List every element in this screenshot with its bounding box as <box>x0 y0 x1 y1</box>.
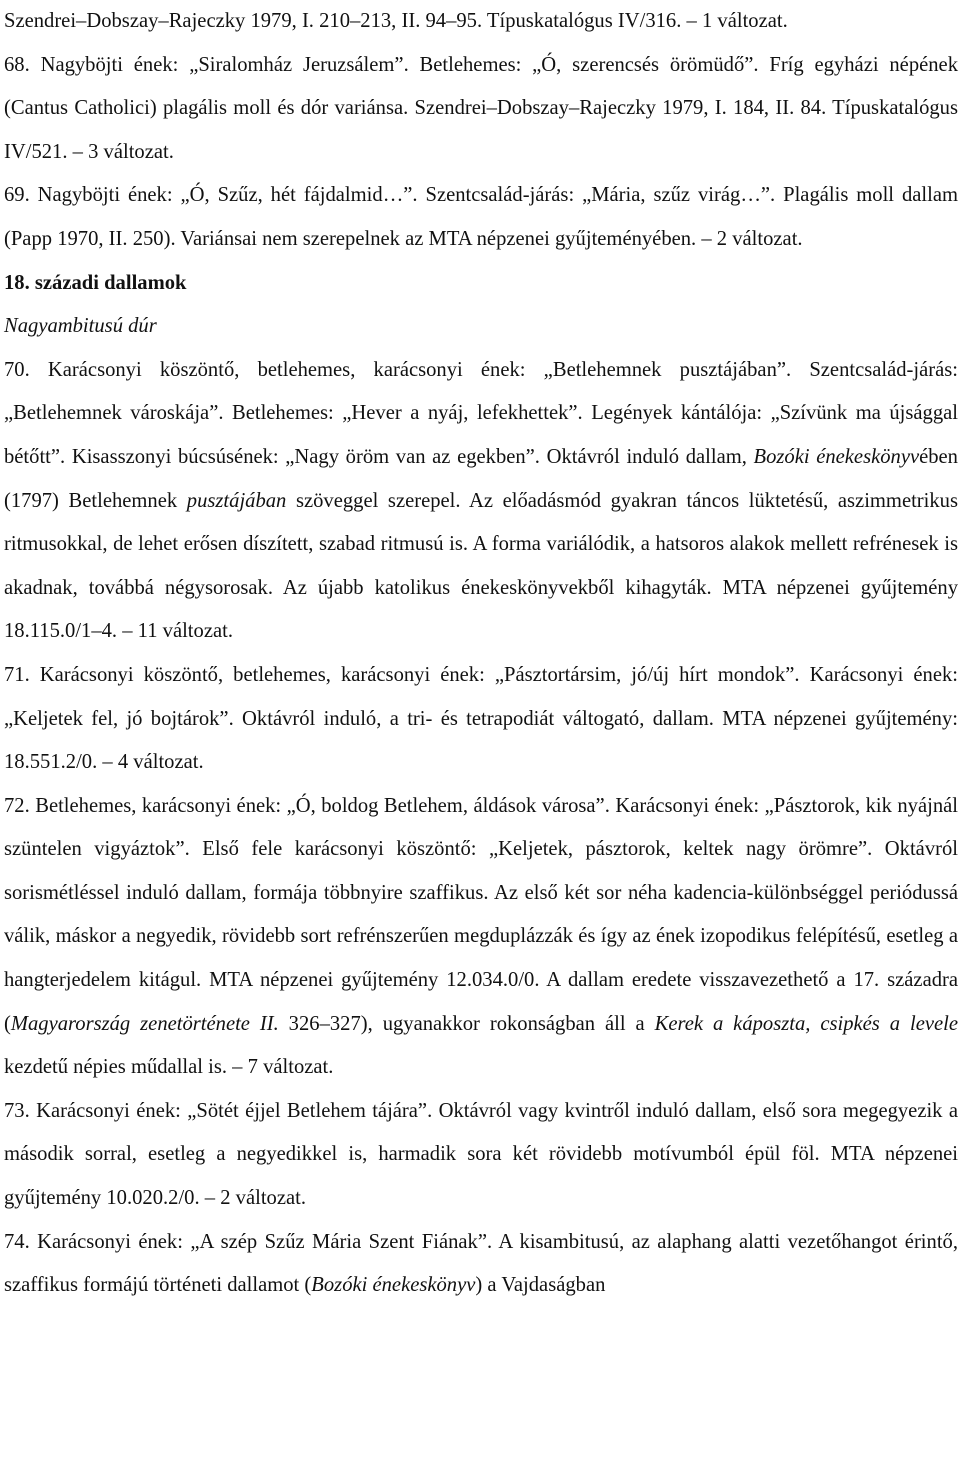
paragraph <box>4 785 958 1090</box>
italic-text-run: Bozóki énekeskönyv <box>311 1274 476 1297</box>
text-run: 68. Nagyböjti ének: „Siralomház Jeruzsálem”. Betlehemes: „Ó, szerencsés örömüdő”. Fríg egyházi népének (Cantus Catholici) plagális moll és dór variánsa. Szendrei–Dobszay–Rajeczky 1979, I. 184, II. 84. Típuskatalógus IV/521. – 3 változat. <box>4 53 958 163</box>
italic-text-run: pusztájában <box>186 489 287 512</box>
text-run: 72. Betlehemes, karácsonyi ének: „Ó, boldog Betlehem, áldások városa”. Karácsonyi ének: „Pásztorok, kik nyájnál szüntelen vigyáztok”. Első fele karácsonyi köszöntő: „Keljetek, pásztorok, keltek nagy örömre”. Oktávról sorismétléssel induló dallam, formája többnyire szaffikus. Az első két sor néha kadencia-különbséggel periódussá válik, máskor a negyedik, rövidebb sort refrénszerűen megduplázzák és így az ének izopodikus felépítésű, esetleg a hangterjedelem kitágul. MTA népzenei gyűjtemény 12.034.0/0. A dallam eredete visszavezethető a 17. századra ( <box>4 794 958 1035</box>
text-run: szöveggel szerepel. Az előadásmód gyakran táncos lüktetésű, aszimmetrikus ritmusokkal, de lehet erősen díszített, szabad ritmusú is. A forma variálódik, a hatsoros alakok mellett refrénesek is akadnak, továbbá négysorosak. Az újabb katolikus énekeskönyvekből kihagyták. MTA népzenei gyűjtemény 18.115.0/1–4. – 11 változat. <box>4 489 958 643</box>
section-heading <box>4 262 958 306</box>
text-run: 69. Nagyböjti ének: „Ó, Szűz, hét fájdalmid…”. Szentcsalád-járás: „Mária, szűz virág…”. Plagális moll dallam (Papp 1970, II. 250). Variánsai nem szerepelnek az MTA népzenei gyűjteményében. – 2 változat. <box>4 184 958 250</box>
text-run: 71. Karácsonyi köszöntő, betlehemes, karácsonyi ének: „Pásztortársim, jó/új hírt mondok”. Karácsonyi ének: „Keljetek fel, jó bojtárok”. Oktávról induló, a tri- és tetrapodiát váltogató, dallam. MTA népzenei gyűjtemény: 18.551.2/0. – 4 változat. <box>4 663 958 774</box>
text-run: 70. Karácsonyi köszöntő, betlehemes, karácsonyi ének: „Betlehemnek pusztájában”. Szentcsalád-járás: „Betlehemnek városkája”. Betlehemes: „Hever a nyáj, lefekhettek”. Legények kántálója: „Szívünk ma újsággal bétőtt”. Kisasszonyi búcsúsének: „Nagy öröm van az egekben”. Oktávról induló dallam, <box>4 358 958 468</box>
paragraph <box>4 1221 958 1308</box>
text-run: ében (1797) Betlehemnek <box>4 445 958 512</box>
text-run: 73. Karácsonyi ének: „Sötét éjjel Betlehem tájára”. Oktávról vagy kvintről induló dallam, első sora megegyezik a második sorral, esetleg a negyedikkel is, harmadik sora két rövidebb motívumból épül föl. MTA népzenei gyűjtemény 10.020.2/0. – 2 változat. <box>4 1099 958 1210</box>
text-run: 326–327), ugyanakkor rokonságban áll a <box>278 1012 655 1035</box>
paragraph <box>4 44 958 175</box>
paragraph <box>4 174 958 261</box>
italic-text-run: Kerek a káposzta, csipkés a levele <box>654 1012 958 1035</box>
paragraph <box>4 0 958 44</box>
paragraph <box>4 1090 958 1221</box>
section-subheading <box>4 305 958 349</box>
text-run: 18. századi dallamok <box>4 271 187 294</box>
text-run: Szendrei–Dobszay–Rajeczky 1979, I. 210–213, II. 94–95. Típuskatalógus IV/316. – 1 változat. <box>4 10 788 32</box>
text-run: kezdetű népies műdallal is. – 7 változat. <box>4 1056 334 1079</box>
paragraph <box>4 349 958 654</box>
italic-text-run: Bozóki énekeskönyv <box>753 445 920 468</box>
text-run: Nagyambitusú dúr <box>4 315 157 338</box>
italic-text-run: Magyarország zenetörténete II. <box>10 1012 279 1035</box>
text-run: 74. Karácsonyi ének: „A szép Szűz Mária Szent Fiának”. A kisambitusú, az alaphang alatti vezetőhangot érintő, szaffikus formájú történeti dallamot ( <box>4 1230 958 1297</box>
paragraph <box>4 654 958 785</box>
text-run: ) a Vajdaságban <box>475 1274 606 1297</box>
